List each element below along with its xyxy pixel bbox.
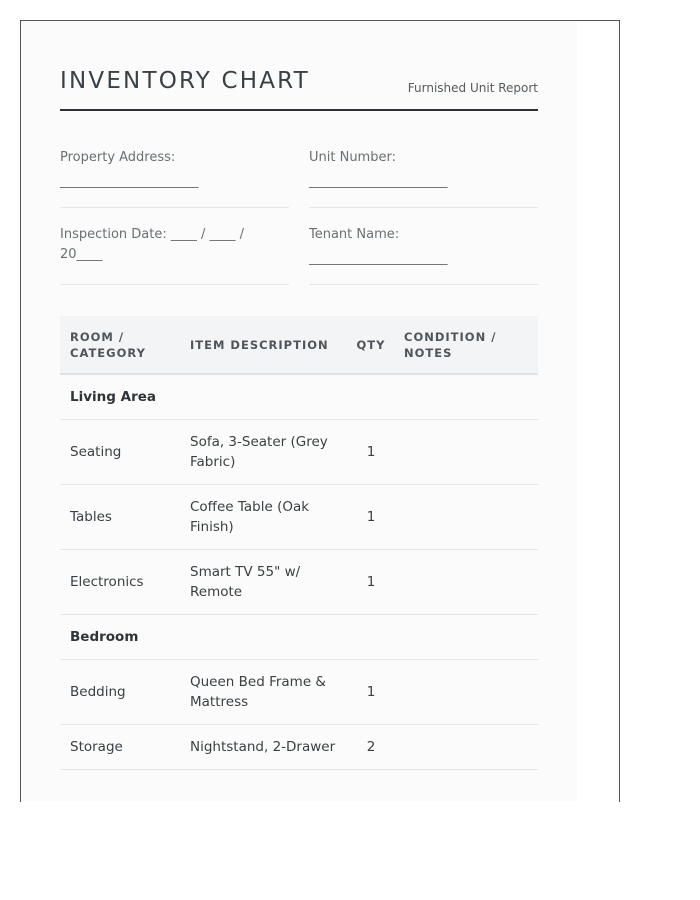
notes-cell[interactable] [394,484,538,549]
header-item-description: ITEM DESCRIPTION [180,316,348,374]
item-cell: Coffee Table (Oak Finish) [180,484,348,549]
table-row [60,724,538,769]
room-cell: Tables [60,484,180,549]
item-cell: Queen Bed Frame & Mattress [180,659,348,724]
qty-cell: 1 [348,484,394,549]
tenant-name-label: Tenant Name: [309,227,400,242]
table-row [60,419,538,484]
qty-cell: 1 [348,659,394,724]
qty-cell: 1 [348,419,394,484]
category-label: Bedroom [60,614,538,659]
room-cell: Storage [60,724,180,769]
table-row [60,484,538,549]
notes-cell[interactable] [394,724,538,769]
room-cell: Seating [60,419,180,484]
property-address-field[interactable] [60,148,289,208]
table-row [60,659,538,724]
tenant-name-field[interactable] [309,225,538,285]
header-qty: QTY [348,316,394,374]
notes-cell[interactable] [394,419,538,484]
notes-cell[interactable] [394,549,538,614]
form-fields [60,111,538,316]
qty-cell: 1 [348,549,394,614]
inspection-date-field[interactable] [60,225,289,285]
item-cell: Sofa, 3-Seater (Grey Fabric) [180,419,348,484]
unit-number-field[interactable] [309,148,538,208]
inspection-date-label: Inspection Date: ____ / ____ / 20____ [60,227,245,262]
room-cell: Bedding [60,659,180,724]
table-header-row [60,316,538,374]
table-row [60,549,538,614]
inventory-table [60,316,538,770]
document-header [60,21,538,111]
unit-number-blank: _______________________ [309,174,447,189]
category-row-living-area [60,374,538,419]
document-subtitle: Furnished Unit Report [407,81,538,95]
room-cell: Electronics [60,549,180,614]
document-sheet [21,21,577,801]
header-condition-notes: CONDITION / NOTES [394,316,538,374]
qty-cell: 2 [348,724,394,769]
document-title: INVENTORY CHART [60,68,310,94]
category-row-bedroom [60,614,538,659]
header-room-category: ROOM / CATEGORY [60,316,180,374]
property-address-label: Property Address: [60,150,176,165]
notes-cell[interactable] [394,659,538,724]
item-cell: Smart TV 55" w/ Remote [180,549,348,614]
tenant-name-blank: _______________________ [309,251,447,266]
property-address-blank: _______________________ [60,174,198,189]
unit-number-label: Unit Number: [309,150,396,165]
category-label: Living Area [60,374,538,419]
item-cell: Nightstand, 2-Drawer [180,724,348,769]
